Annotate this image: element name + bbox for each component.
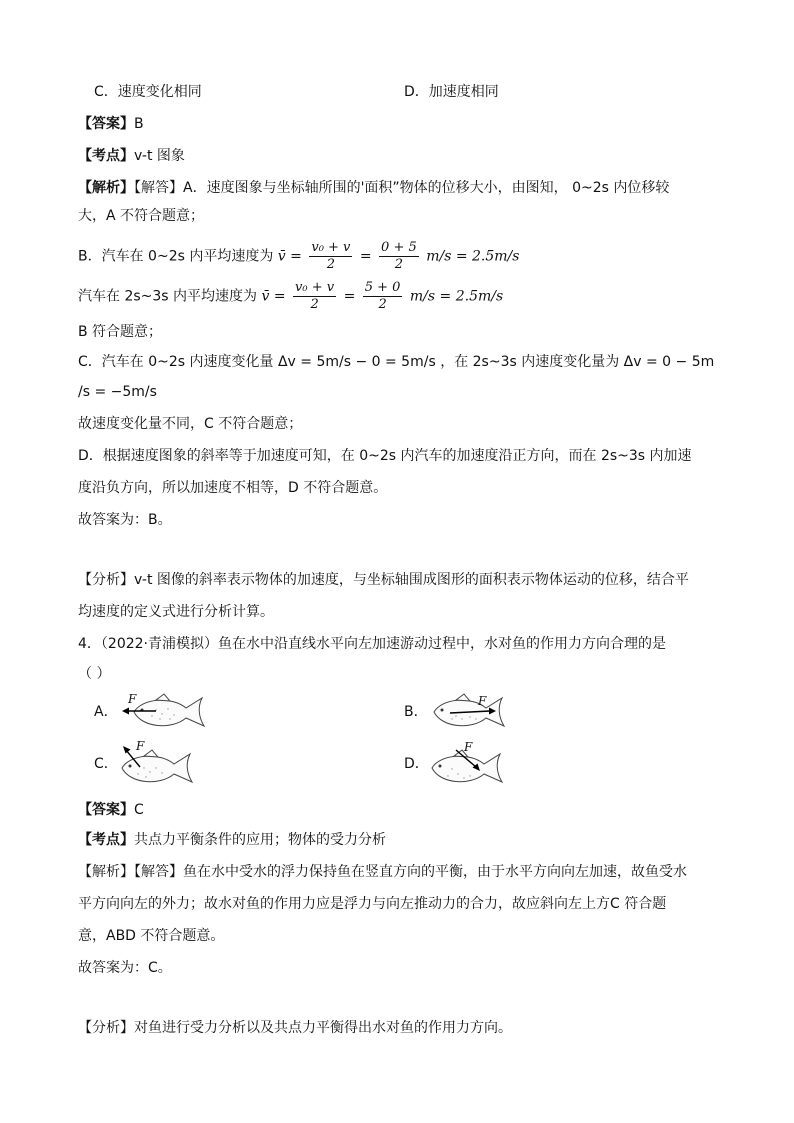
b2-prefix: 汽车在 2s~3s 内平均速度为 <box>78 288 258 305</box>
solution-c-line-3: 故速度变化量不同，C 不符合题意； <box>78 416 303 432</box>
solution-q4-line-2: 平方向向左的外力；故水对鱼的作用力应是浮力与向左推动力的合力，故应斜向左上方C 符合题 <box>78 896 667 912</box>
option-d-label: D． <box>404 756 429 772</box>
solution-b2-line <box>78 280 503 313</box>
b-frac-1: $\frac{\text{v₀ + v}}{2}$ <box>311 240 351 272</box>
solution-d-line-1: D．根据速度图象的斜率等于加速度可知，在 0~2s 内汽车的加速度沿正方向，而在 2s~3s 内加速 <box>78 448 692 464</box>
topic-value-q4: 共点力平衡条件的应用；物体的受力分析 <box>134 832 386 848</box>
final-answer-q4: 故答案为：C。 <box>78 960 172 976</box>
force-label-a: F <box>128 692 137 706</box>
b-result: m/s = 2.5m/s <box>426 248 520 265</box>
solution-c-line-1: C．汽车在 0~2s 内速度变化量 Δv = 5m/s − 0 = 5m/s ，在 2s~3s 内速度变化量为 Δv = 0 − 5m <box>78 354 715 370</box>
solution-line-1 <box>78 178 669 198</box>
fish-d-figure <box>426 738 522 788</box>
solution-q4-line-3: 意，ABD 不符合题意。 <box>78 928 225 944</box>
b-frac-2: $\frac{0 + 5}{2}$ <box>381 240 417 272</box>
b-conclusion: B 符合题意； <box>78 324 163 340</box>
solution-c-line-2: /s = −5m/s <box>78 384 157 400</box>
option-c-q3: C．速度变化相同 <box>94 84 202 100</box>
final-answer-q3: 故答案为：B。 <box>78 512 172 528</box>
analysis-line-2: 均速度的定义式进行分析计算。 <box>78 604 274 620</box>
b2-frac-2: $\frac{5 + 0}{2}$ <box>364 280 401 312</box>
option-d-q3: D．加速度相同 <box>404 84 499 100</box>
option-b-label: B． <box>404 704 428 720</box>
analysis-line-1: 【分析】v-t 图像的斜率表示物体的加速度，与坐标轴围成图形的面积表示物体运动的位移，结合平 <box>78 572 689 588</box>
topic-line-q3 <box>78 146 185 166</box>
answer-tag-q4: 【答案】 <box>78 802 134 818</box>
b-equals: = <box>359 248 372 265</box>
b-vbar: v̄ = <box>277 248 302 265</box>
solution-b-line <box>78 240 519 273</box>
b2-frac-1: $\frac{\text{v₀ + v}}{2}$ <box>295 280 335 312</box>
fish-c-figure <box>116 738 212 788</box>
b-prefix: B．汽车在 0~2s 内平均速度为 <box>78 248 274 265</box>
answer-value-q4: C <box>134 802 144 818</box>
question-4-stem-2: （ ） <box>78 666 111 682</box>
topic-value: v-t 图象 <box>134 148 185 164</box>
fish-a-figure <box>116 690 212 734</box>
b2-equals: = <box>343 288 356 305</box>
topic-tag: 【考点】 <box>78 148 134 164</box>
solution-tag: 【解析】 <box>78 180 134 196</box>
solution-q4-line-1: 【解析】【解答】鱼在水中受水的浮力保持鱼在竖直方向的平衡，由于水平方向向左加速，故鱼受水 <box>78 864 687 880</box>
answer-line-q4 <box>78 800 144 820</box>
b2-vbar: v̄ = <box>261 288 286 305</box>
answer-tag: 【答案】 <box>78 116 134 132</box>
topic-line-q4 <box>78 830 386 850</box>
solution-line-2: 大，A 不符合题意； <box>78 208 205 224</box>
force-label-b: F <box>478 694 487 708</box>
option-c-label: C． <box>94 756 118 772</box>
b2-result: m/s = 2.5m/s <box>409 288 504 305</box>
fish-b-figure <box>426 690 522 734</box>
solution-text-1: 【解答】A．速度图象与坐标轴所围的'面积”物体的位移大小，由图知， 0~2s 内位移较 <box>134 180 670 196</box>
answer-line-q3 <box>78 114 144 134</box>
analysis-q4: 【分析】对鱼进行受力分析以及共点力平衡得出水对鱼的作用力方向。 <box>78 1020 512 1036</box>
option-a-label: A． <box>94 704 118 720</box>
question-4-stem-1: 4．（2022·青浦模拟）鱼在水中沿直线水平向左加速游动过程中，水对鱼的作用力方向合理的是 <box>78 636 666 652</box>
topic-tag-q4: 【考点】 <box>78 832 134 848</box>
force-label-d: F <box>464 740 473 754</box>
answer-value: B <box>134 116 144 132</box>
solution-d-line-2: 度沿负方向，所以加速度不相等，D 不符合题意。 <box>78 480 388 496</box>
force-label-c: F <box>136 739 145 753</box>
